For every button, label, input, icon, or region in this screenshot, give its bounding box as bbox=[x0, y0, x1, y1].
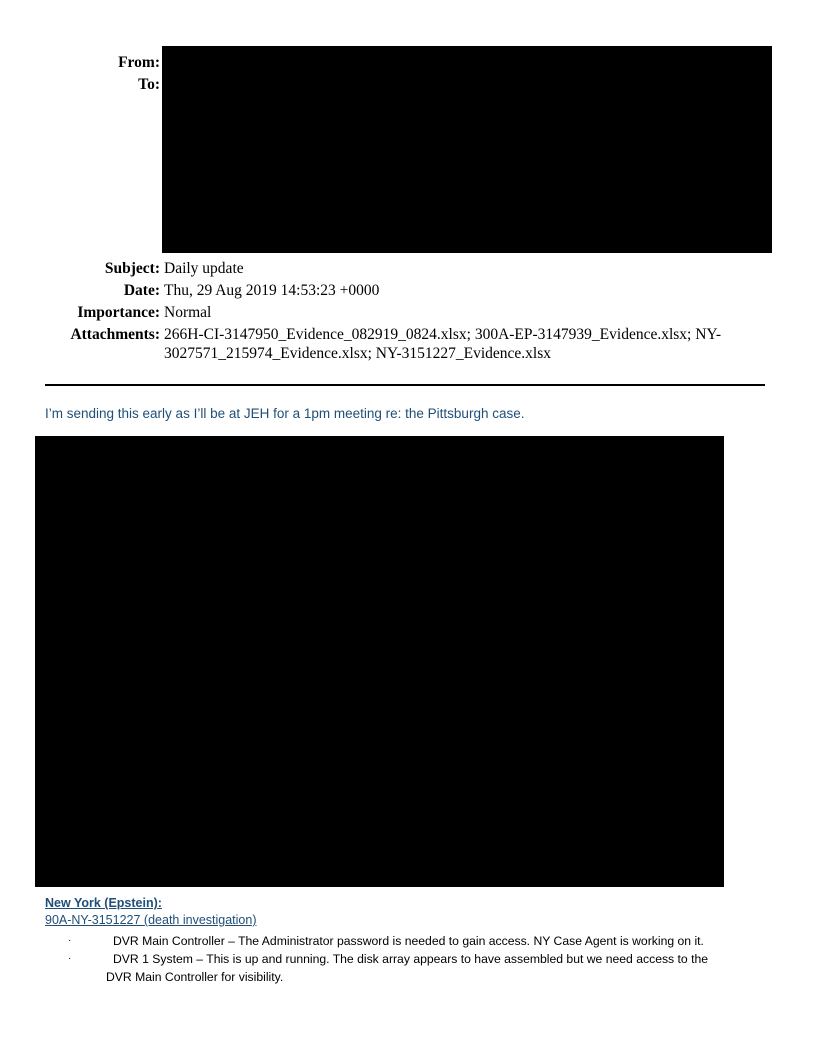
bullet-icon: · bbox=[68, 953, 72, 964]
section-title: New York (Epstein): bbox=[45, 896, 162, 910]
importance-label: Importance: bbox=[77, 304, 160, 321]
intro-text: I’m sending this early as I’ll be at JEH for a 1pm meeting re: the Pittsburgh case. bbox=[45, 406, 525, 421]
header-divider bbox=[45, 384, 765, 386]
bullet-icon: · bbox=[68, 935, 72, 946]
bullet-continuation: DVR Main Controller for visibility. bbox=[106, 970, 284, 984]
case-link[interactable]: 90A-NY-3151227 (death investigation) bbox=[45, 913, 257, 927]
subject-value: Daily update bbox=[164, 260, 244, 277]
to-label: To: bbox=[138, 76, 160, 93]
attachments-label: Attachments: bbox=[70, 326, 160, 343]
body-redaction-block bbox=[35, 436, 724, 887]
date-label: Date: bbox=[123, 282, 160, 299]
subject-label: Subject: bbox=[104, 260, 160, 277]
header-redaction-block bbox=[162, 46, 772, 253]
importance-value: Normal bbox=[164, 304, 212, 321]
attachments-line-2: 3027571_215974_Evidence.xlsx; NY-3151227_Evidence.xlsx bbox=[164, 345, 552, 362]
from-label: From: bbox=[118, 54, 160, 71]
bullet-text: DVR Main Controller – The Administrator password is needed to gain access. NY Case Agent is working on it. bbox=[113, 934, 704, 948]
attachments-line-1: 266H-CI-3147950_Evidence_082919_0824.xlsx; 300A-EP-3147939_Evidence.xlsx; NY- bbox=[164, 326, 722, 343]
date-value: Thu, 29 Aug 2019 14:53:23 +0000 bbox=[164, 282, 380, 299]
bullet-text: DVR 1 System – This is up and running. The disk array appears to have assembled but we need access to the bbox=[113, 952, 709, 966]
